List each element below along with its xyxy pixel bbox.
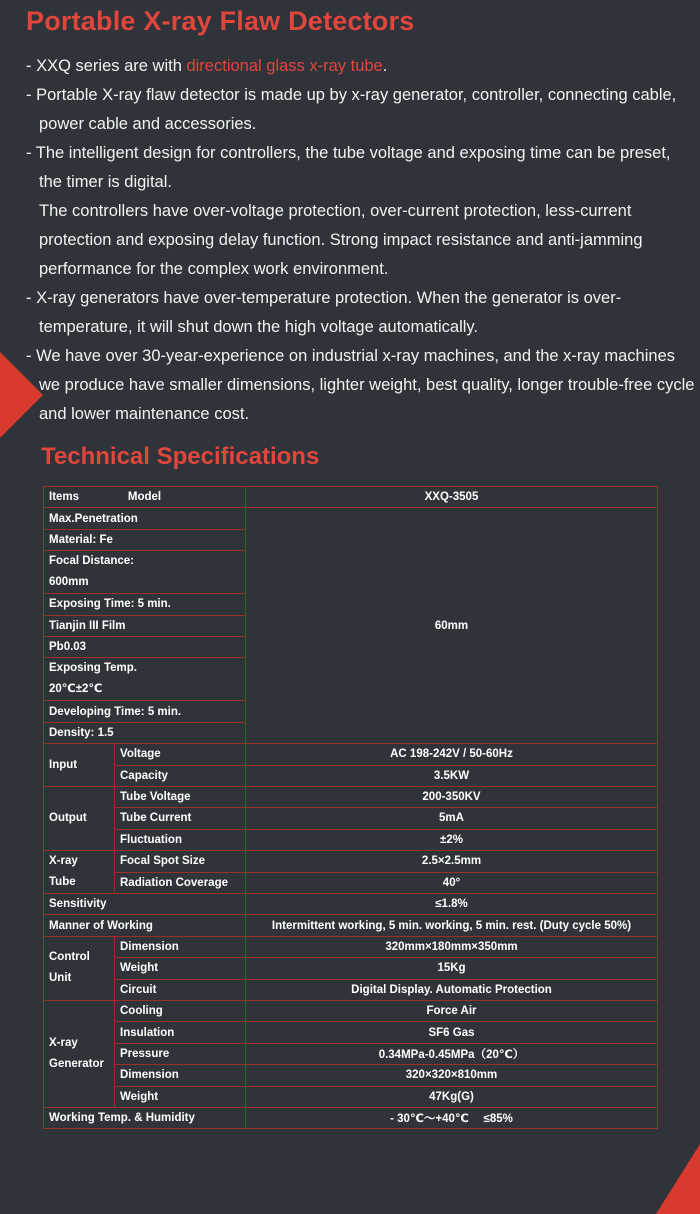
intro-list [26,52,698,429]
penetration-row-label: Material: Fe [44,529,246,550]
table-row [44,508,658,529]
output-tube-voltage-value: 200-350KV [246,786,658,807]
radiation-coverage-label: Radiation Coverage [115,872,246,894]
cu-circuit-label: Circuit [115,979,246,1000]
intro-bullet-3: - The intelligent design for controllers, the tube voltage and exposing time can be preset, the timer is digital. [26,144,671,191]
gen-dimension-value: 320×320×810mm [246,1065,658,1086]
spec-table [43,486,658,1129]
table-row [44,1107,658,1128]
intro-bullet-2: - Portable X-ray flaw detector is made up by x-ray generator, controller, connecting cable, power cable and accessories. [26,86,677,133]
gen-insulation-value: SF6 Gas [246,1022,658,1043]
penetration-row-label: Focal Distance: 600mm [44,551,246,594]
input-voltage-value: AC 198-242V / 50-60Hz [246,744,658,765]
control-unit-group-label: Control Unit [44,936,115,1000]
penetration-row-label: Exposing Time: 5 min. [44,594,246,615]
manner-of-working-value: Intermittent working, 5 min. working, 5 min. rest. (Duty cycle 50%) [246,915,658,936]
table-row [44,979,658,1000]
spec-header-row [44,487,658,508]
cu-weight-label: Weight [115,958,246,979]
penetration-value: 60mm [246,508,658,744]
cu-dimension-label: Dimension [115,936,246,957]
directional-tube-highlight: directional glass x-ray tube [186,57,383,75]
intro-bullet-1 [26,52,698,81]
table-row [44,786,658,807]
table-row [44,1043,658,1064]
penetration-row-label: Tianjin III Film [44,615,246,636]
output-tube-current-label: Tube Current [115,808,246,829]
cu-weight-value: 15Kg [246,958,658,979]
penetration-row-label: Developing Time: 5 min. [44,701,246,722]
sensitivity-value: ≤1.8% [246,894,658,915]
output-tube-current-value: 5mA [246,808,658,829]
intro-bullet-1-end: . [382,57,388,75]
decorative-triangle-right [656,1144,700,1214]
penetration-row-label: Density: 1.5 [44,722,246,743]
input-capacity-label: Capacity [115,765,246,786]
table-row [44,829,658,850]
generator-group-label: X-ray Generator [44,1001,115,1108]
sensitivity-label: Sensitivity [44,894,246,915]
spec-section-title: Technical Specifications [41,443,320,470]
table-row [44,1001,658,1022]
intro-bullet-3-continued: The controllers have over-voltage protection, over-current protection, less-current protection and exposing delay function. Strong impact resistance and anti-jamming performance for the complex work environment. [39,202,643,278]
gen-insulation-label: Insulation [115,1022,246,1043]
table-row [44,1022,658,1043]
intro-bullet-4: - X-ray generators have over-temperature protection. When the generator is over-temperature, it will shut down the high voltage automatically. [26,289,622,336]
gen-pressure-value: 0.34MPa-0.45MPa（20℃） [246,1043,658,1064]
intro-bullet-1-text: - XXQ series are with [26,57,187,75]
working-temp-label: Working Temp. & Humidity [44,1107,246,1128]
xray-tube-group-label: X-ray Tube [44,851,115,894]
gen-dimension-label: Dimension [115,1065,246,1086]
cu-dimension-value: 320mm×180mm×350mm [246,936,658,957]
manner-of-working-label: Manner of Working [44,915,246,936]
output-fluctuation-value: ±2% [246,829,658,850]
table-row [44,915,658,936]
table-row [44,936,658,957]
input-group-label: Input [44,744,115,787]
table-row [44,1065,658,1086]
penetration-row-label: Pb0.03 [44,636,246,657]
table-row [44,744,658,765]
output-tube-voltage-label: Tube Voltage [115,786,246,807]
table-row [44,894,658,915]
header-model-items-cell [44,487,246,508]
penetration-row-label: Exposing Temp. 20℃±2℃ [44,658,246,701]
working-temp-value: - 30℃～+40℃ ≤85% [246,1107,658,1128]
output-fluctuation-label: Fluctuation [115,829,246,850]
table-row [44,958,658,979]
gen-weight-value: 47Kg(G) [246,1086,658,1107]
radiation-coverage-value: 40° [246,872,658,894]
gen-cooling-label: Cooling [115,1001,246,1022]
input-voltage-label: Voltage [115,744,246,765]
input-capacity-value: 3.5KW [246,765,658,786]
header-items-label: Items [49,491,80,504]
table-row [44,851,658,873]
header-model-label: Model [127,491,162,503]
table-row [44,872,658,894]
page-title: Portable X-ray Flaw Detectors [26,6,415,36]
intro-bullet-5: - We have over 30-year-experience on industrial x-ray machines, and the x-ray machines we produce have smaller dimensions, lighter weight, best quality, longer trouble-free cycle and lower maintenance cost. [26,347,695,423]
focal-spot-value: 2.5×2.5mm [246,851,658,873]
model-value: XXQ-3505 [246,487,658,508]
focal-spot-label: Focal Spot Size [115,851,246,873]
table-row [44,765,658,786]
gen-cooling-value: Force Air [246,1001,658,1022]
gen-weight-label: Weight [115,1086,246,1107]
table-row [44,1086,658,1107]
cu-circuit-value: Digital Display. Automatic Protection [246,979,658,1000]
output-group-label: Output [44,786,115,850]
gen-pressure-label: Pressure [115,1043,246,1064]
penetration-row-label: Max.Penetration [44,508,246,529]
table-row [44,808,658,829]
